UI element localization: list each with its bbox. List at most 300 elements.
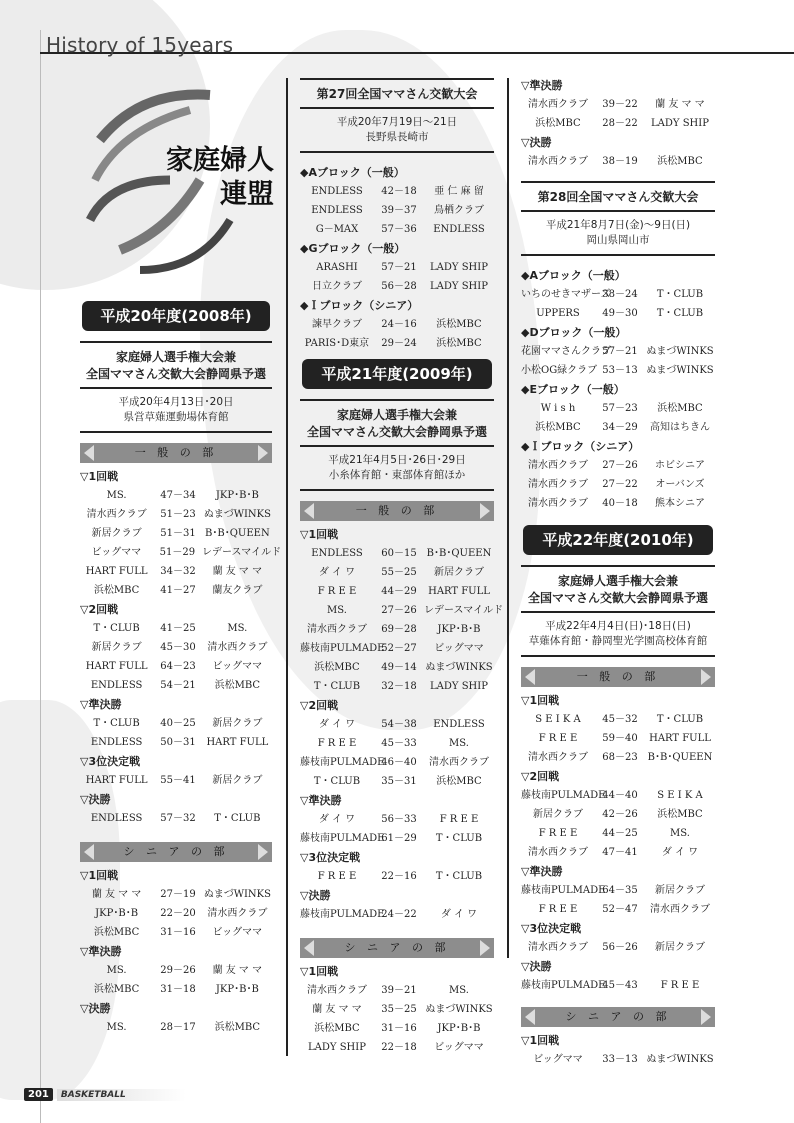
- match-score: 27－22: [602, 479, 638, 490]
- team-name: S E I K A: [657, 790, 703, 801]
- match-score: 59－40: [602, 733, 638, 744]
- team-name: 藤枝南PULMADE: [300, 643, 385, 654]
- team-name: ダ イ ワ: [661, 847, 699, 858]
- match-score: 39－22: [602, 99, 638, 110]
- team-name: 浜松MBC: [93, 984, 140, 995]
- column-divider-right: [507, 78, 509, 958]
- team-name: 蘭友クラブ: [212, 585, 263, 596]
- team-name: F R E E: [538, 904, 578, 915]
- federation-title-line2: 連盟: [220, 179, 274, 210]
- match-score: 42－26: [602, 809, 638, 820]
- match-score: 38－24: [602, 289, 638, 300]
- match-score: 61－29: [381, 833, 417, 844]
- round-heading: ▽準決勝: [80, 698, 122, 711]
- team-name: レデースマイルド: [202, 547, 282, 558]
- national-tournament-venue: 岡山県岡山市: [586, 234, 650, 246]
- match-score: 47－34: [160, 490, 196, 501]
- team-name: T・CLUB: [435, 833, 483, 844]
- division-bar: 一 般 の 部: [80, 443, 272, 463]
- match-score: 69－28: [381, 624, 417, 635]
- page-title: History of 15years: [46, 33, 234, 57]
- team-name: ENDLESS: [90, 737, 143, 748]
- column-divider-left: [286, 78, 288, 1056]
- block-heading: ◆Aブロック（一般）: [521, 269, 626, 282]
- team-name: 藤枝南PULMADE: [521, 980, 606, 991]
- round-heading: ▽決勝: [80, 793, 111, 806]
- team-name: T・CLUB: [656, 289, 704, 300]
- match-score: 27－26: [602, 460, 638, 471]
- column-2008: [80, 295, 282, 1037]
- team-name: 新居クラブ: [533, 809, 583, 820]
- tournament-date: 平成21年4月5日･26日･29日: [328, 454, 466, 466]
- tournament-title: [521, 565, 715, 613]
- match-score: 45－43: [602, 980, 638, 991]
- team-name: 日立クラブ: [312, 281, 362, 292]
- team-name: 浜松MBC: [657, 156, 703, 167]
- match-score: 44－25: [602, 828, 638, 839]
- match-row: [300, 753, 494, 772]
- team-name: T・CLUB: [313, 681, 361, 692]
- match-row: [300, 981, 494, 1000]
- match-row: [80, 505, 272, 524]
- national-tournament-date: 平成20年7月19日〜21日: [336, 116, 458, 128]
- team-name: ぬまづWINKS: [425, 662, 493, 673]
- team-name: オーバンズ: [655, 479, 705, 490]
- team-name: LADY SHIP: [430, 281, 488, 292]
- team-name: T・CLUB: [313, 776, 361, 787]
- team-name: ビッグママ: [212, 661, 263, 672]
- team-name: ダ イ ワ: [318, 814, 356, 825]
- match-row: [80, 619, 272, 638]
- team-name: ビッグママ: [533, 1054, 583, 1065]
- match-row: [521, 938, 715, 957]
- match-score: 40－18: [602, 498, 638, 509]
- match-row: [521, 475, 715, 494]
- round-heading: ▽決勝: [521, 136, 552, 149]
- team-name: 藤枝南PULMADE: [300, 757, 385, 768]
- round-heading: ▽決勝: [521, 960, 552, 973]
- match-score: 45－33: [381, 738, 417, 749]
- team-name: ENDLESS: [90, 680, 143, 691]
- team-name: 諫早クラブ: [312, 319, 362, 330]
- match-row: [521, 152, 715, 171]
- match-score: 68－23: [602, 752, 638, 763]
- team-name: いちのせきマザーズ: [521, 289, 611, 300]
- team-name: 新居クラブ: [212, 718, 263, 729]
- team-name: F R E E: [660, 980, 700, 991]
- team-name: G－MAX: [315, 224, 359, 235]
- match-score: 29－26: [160, 965, 196, 976]
- match-score: 39－37: [381, 205, 417, 216]
- match-row: [521, 900, 715, 919]
- round-heading: ▽準決勝: [80, 945, 122, 958]
- block-heading: ◆Ｉブロック（シニア）: [521, 440, 640, 453]
- team-name: HART FULL: [649, 733, 711, 744]
- team-name: ビッグママ: [91, 547, 142, 558]
- match-row: [300, 810, 494, 829]
- team-name: JKP･B･B: [215, 490, 259, 501]
- tournament-title: [300, 399, 494, 447]
- match-row: [521, 494, 715, 513]
- team-name: MS.: [670, 828, 690, 839]
- match-score: 28－17: [160, 1022, 196, 1033]
- tournament-info: [80, 389, 272, 433]
- match-score: 56－33: [381, 814, 417, 825]
- match-row: [80, 980, 272, 999]
- match-score: 57－32: [160, 813, 196, 824]
- match-row: [300, 734, 494, 753]
- match-row: [300, 1038, 494, 1057]
- match-row: [521, 805, 715, 824]
- match-row: [521, 976, 715, 995]
- team-name: ダ イ ワ: [318, 719, 356, 730]
- match-row: [521, 843, 715, 862]
- left-margin-line: [40, 30, 41, 1123]
- team-name: 清水西クラブ: [207, 642, 268, 653]
- match-row: [521, 710, 715, 729]
- division-bar: 一 般 の 部: [521, 667, 715, 687]
- match-row: [80, 486, 272, 505]
- team-name: F R E E: [317, 738, 357, 749]
- team-name: MS.: [327, 605, 347, 616]
- round-heading: ▽3位決定戦: [80, 755, 141, 768]
- match-score: 53－13: [602, 365, 638, 376]
- team-name: ENDLESS: [311, 186, 363, 197]
- match-score: 64－23: [160, 661, 196, 672]
- team-name: 清水西クラブ: [528, 752, 588, 763]
- team-name: 清水西クラブ: [307, 985, 367, 996]
- match-row: [300, 182, 494, 201]
- team-name: 小松OG緑クラブ: [521, 365, 598, 376]
- match-score: 49－30: [602, 308, 638, 319]
- team-name: MS.: [106, 965, 127, 976]
- match-row: [80, 581, 272, 600]
- team-name: ホビシニア: [655, 460, 705, 471]
- team-name: 蘭 友 マ マ: [212, 965, 263, 976]
- match-score: 31－16: [160, 927, 196, 938]
- tournament-title-line1: 家庭婦人選手権大会兼: [557, 574, 678, 588]
- team-name: ぬまづWINKS: [203, 509, 272, 520]
- match-row: [521, 304, 715, 323]
- team-name: 新居クラブ: [434, 567, 484, 578]
- match-score: 44－40: [602, 790, 638, 801]
- match-score: 64－35: [602, 885, 638, 896]
- block-heading: ◆Gブロック（一般）: [300, 242, 406, 255]
- match-score: 35－31: [381, 776, 417, 787]
- match-score: 52－47: [602, 904, 638, 915]
- team-name: 浜松MBC: [93, 585, 140, 596]
- team-name: JKP･B･B: [95, 908, 139, 919]
- match-score: 50－31: [160, 737, 196, 748]
- team-name: F R E E: [439, 814, 479, 825]
- match-row: [80, 961, 272, 980]
- national-tournament-title: 第27回全国ママさん交歓大会: [300, 78, 494, 109]
- team-name: ENDLESS: [311, 205, 363, 216]
- match-row: [300, 715, 494, 734]
- match-score: 41－25: [160, 623, 196, 634]
- division-bar: シ ニ ア の 部: [80, 842, 272, 862]
- match-row: [521, 881, 715, 900]
- match-score: 33－13: [602, 1054, 638, 1065]
- match-score: 22－20: [160, 908, 196, 919]
- match-score: 49－14: [381, 662, 417, 673]
- match-row: [521, 114, 715, 133]
- team-name: 蘭 友 マ マ: [91, 889, 142, 900]
- team-name: F R E E: [317, 586, 357, 597]
- team-name: T・CLUB: [435, 871, 483, 882]
- match-row: [300, 867, 494, 886]
- team-name: 清水西クラブ: [528, 156, 588, 167]
- match-score: 34－32: [160, 566, 196, 577]
- team-name: HART FULL: [85, 661, 148, 672]
- team-name: 浜松MBC: [657, 403, 703, 414]
- tournament-title-line2: 全国ママさん交歓大会静岡県予選: [85, 367, 266, 381]
- round-heading: ▽2回戦: [80, 603, 119, 616]
- match-row: [521, 786, 715, 805]
- team-name: 新居クラブ: [655, 942, 705, 953]
- tournament-venue: 草薙体育館・静岡聖光学園高校体育館: [528, 635, 708, 647]
- round-heading: ▽2回戦: [300, 699, 339, 712]
- team-name: JKP･B･B: [437, 1023, 481, 1034]
- division-bar: 一 般 の 部: [300, 501, 494, 521]
- match-row: [521, 1050, 715, 1069]
- team-name: レデースマイルド: [424, 605, 504, 616]
- match-row: [300, 905, 494, 924]
- team-name: 清水西クラブ: [429, 757, 489, 768]
- match-score: 27－19: [160, 889, 196, 900]
- team-name: 新居クラブ: [655, 885, 705, 896]
- round-heading: ▽3位決定戦: [300, 851, 361, 864]
- team-name: 清水西クラブ: [528, 498, 588, 509]
- match-row: [80, 885, 272, 904]
- team-name: 浜松MBC: [657, 809, 703, 820]
- team-name: 新居クラブ: [91, 642, 142, 653]
- tournament-info: [521, 613, 715, 657]
- tournament-venue: 県営草薙運動場体育館: [123, 411, 229, 423]
- round-heading: ▽1回戦: [80, 869, 119, 882]
- team-name: 熊本シニア: [655, 498, 705, 509]
- tournament-date: 平成20年4月13日･20日: [118, 396, 234, 408]
- team-name: 鳥栖クラブ: [434, 205, 484, 216]
- team-name: T・CLUB: [214, 813, 261, 824]
- team-name: 新居クラブ: [212, 775, 263, 786]
- match-score: 32－18: [381, 681, 417, 692]
- match-row: [300, 1019, 494, 1038]
- team-name: ダ イ ワ: [318, 567, 356, 578]
- match-row: [300, 277, 494, 296]
- national-tournament-date: 平成21年8月7日(金)〜9日(日): [545, 219, 691, 231]
- match-score: 29－24: [381, 338, 417, 349]
- match-row: [521, 95, 715, 114]
- team-name: 浜松MBC: [436, 338, 482, 349]
- national-tournament-info: [521, 212, 715, 256]
- match-score: 28－22: [602, 118, 638, 129]
- team-name: LADY SHIP: [430, 681, 488, 692]
- team-name: ENDLESS: [311, 548, 363, 559]
- team-name: HART FULL: [85, 566, 148, 577]
- match-row: [300, 563, 494, 582]
- match-row: [80, 714, 272, 733]
- match-score: 47－41: [602, 847, 638, 858]
- match-row: [80, 1018, 272, 1037]
- team-name: 清水西クラブ: [86, 509, 147, 520]
- team-name: 浜松MBC: [93, 927, 140, 938]
- match-row: [300, 658, 494, 677]
- match-score: 41－27: [160, 585, 196, 596]
- team-name: PARIS･D東京: [304, 338, 370, 349]
- team-name: ビッグママ: [434, 643, 484, 654]
- round-heading: ▽2回戦: [521, 770, 560, 783]
- tournament-title-line2: 全国ママさん交歓大会静岡県予選: [527, 591, 708, 605]
- match-row: [300, 220, 494, 239]
- match-score: 35－25: [381, 1004, 417, 1015]
- team-name: ダ イ ワ: [440, 909, 478, 920]
- team-name: MS.: [106, 1022, 127, 1033]
- match-row: [80, 809, 272, 828]
- round-heading: ▽1回戦: [300, 528, 339, 541]
- match-score: 34－29: [602, 422, 638, 433]
- team-name: 亜 仁 麻 留: [434, 186, 484, 197]
- team-name: ぬまづWINKS: [646, 365, 714, 376]
- match-score: 44－29: [381, 586, 417, 597]
- team-name: 清水西クラブ: [528, 460, 588, 471]
- match-row: [80, 733, 272, 752]
- team-name: 浜松MBC: [214, 1022, 261, 1033]
- team-name: 清水西クラブ: [528, 99, 588, 110]
- match-row: [521, 418, 715, 437]
- match-score: 57－36: [381, 224, 417, 235]
- federation-title-line1: 家庭婦人: [166, 145, 274, 176]
- team-name: B･B･QUEEN: [205, 528, 270, 539]
- team-name: T・CLUB: [93, 718, 140, 729]
- column-2010: [521, 76, 715, 1069]
- round-heading: ▽決勝: [300, 889, 331, 902]
- team-name: ENDLESS: [90, 813, 143, 824]
- match-score: 27－26: [381, 605, 417, 616]
- round-heading: ▽1回戦: [521, 1034, 560, 1047]
- match-row: [521, 729, 715, 748]
- team-name: F R E E: [538, 828, 578, 839]
- match-row: [300, 772, 494, 791]
- team-name: 清水西クラブ: [650, 904, 710, 915]
- round-heading: ▽準決勝: [300, 794, 342, 807]
- tournament-title-line1: 家庭婦人選手権大会兼: [115, 350, 236, 364]
- team-name: MS.: [449, 738, 469, 749]
- match-row: [80, 657, 272, 676]
- national-tournament-venue: 長野県長崎市: [365, 131, 429, 143]
- team-name: UPPERS: [536, 308, 580, 319]
- match-score: 56－28: [381, 281, 417, 292]
- tournament-venue: 小糸体育館・東部体育館ほか: [328, 469, 466, 481]
- match-row: [521, 456, 715, 475]
- team-name: ぬまづWINKS: [646, 346, 714, 357]
- round-heading: ▽準決勝: [521, 79, 563, 92]
- team-name: F R E E: [538, 733, 578, 744]
- team-name: 蘭 友 マ マ: [655, 99, 705, 110]
- national-tournament-title: 第28回全国ママさん交歓大会: [521, 181, 715, 212]
- team-name: 藤枝南PULMADE: [300, 909, 385, 920]
- team-name: 花園ママさんクラブ: [521, 346, 611, 357]
- match-score: 57－23: [602, 403, 638, 414]
- match-score: 51－29: [159, 547, 196, 558]
- match-row: [521, 399, 715, 418]
- match-row: [80, 524, 272, 543]
- match-row: [521, 748, 715, 767]
- team-name: 藤枝南PULMADE: [521, 790, 606, 801]
- year-banner: 平成22年度(2010年): [523, 525, 713, 555]
- team-name: HART FULL: [206, 737, 269, 748]
- match-score: 56－26: [602, 942, 638, 953]
- match-score: 40－25: [160, 718, 196, 729]
- team-name: ビッグママ: [212, 927, 263, 938]
- team-name: JKP･B･B: [437, 624, 481, 635]
- federation-title: [140, 144, 274, 212]
- tournament-title-line1: 家庭婦人選手権大会兼: [336, 408, 457, 422]
- match-row: [300, 620, 494, 639]
- team-name: 浜松MBC: [436, 776, 482, 787]
- match-score: 22－16: [381, 871, 417, 882]
- match-score: 51－31: [160, 528, 196, 539]
- match-row: [80, 543, 282, 562]
- match-row: [300, 334, 494, 353]
- block-heading: ◆Dブロック（一般）: [521, 326, 627, 339]
- team-name: 清水西クラブ: [528, 847, 588, 858]
- team-name: 高知はちきん: [650, 422, 710, 433]
- team-name: 蘭 友 マ マ: [212, 566, 263, 577]
- match-score: 24－16: [381, 319, 417, 330]
- team-name: 浜松MBC: [314, 1023, 360, 1034]
- round-heading: ▽1回戦: [521, 694, 560, 707]
- page-number: 201: [24, 1088, 53, 1101]
- team-name: HART FULL: [428, 586, 490, 597]
- tournament-title: [80, 341, 272, 389]
- match-score: 31－18: [160, 984, 196, 995]
- team-name: 清水西クラブ: [307, 624, 367, 635]
- team-name: ぬまづWINKS: [646, 1054, 714, 1065]
- match-row: [300, 677, 494, 696]
- division-bar: シ ニ ア の 部: [521, 1007, 715, 1027]
- team-name: W i s h: [540, 403, 576, 414]
- match-score: 60－15: [381, 548, 417, 559]
- match-row: [300, 315, 494, 334]
- team-name: S E I K A: [535, 714, 581, 725]
- year-banner: 平成21年度(2009年): [302, 359, 492, 389]
- team-name: 新居クラブ: [91, 528, 142, 539]
- team-name: 藤枝南PULMADE: [300, 833, 385, 844]
- match-row: [300, 601, 504, 620]
- page-footer: [24, 1088, 186, 1101]
- team-name: 浜松MBC: [436, 319, 482, 330]
- year-banner: 平成20年度(2008年): [82, 301, 270, 331]
- block-heading: ◆Ｉブロック（シニア）: [300, 299, 419, 312]
- magazine-name: BASKETBALL: [57, 1089, 186, 1101]
- match-row: [300, 544, 494, 563]
- match-score: 22－18: [381, 1042, 417, 1053]
- block-heading: ◆Aブロック（一般）: [300, 166, 405, 179]
- round-heading: ▽1回戦: [300, 965, 339, 978]
- match-row: [80, 771, 272, 790]
- division-bar: シ ニ ア の 部: [300, 938, 494, 958]
- round-heading: ▽3位決定戦: [521, 922, 582, 935]
- team-name: 蘭 友 マ マ: [312, 1004, 362, 1015]
- team-name: T・CLUB: [656, 714, 704, 725]
- team-name: LADY SHIP: [651, 118, 709, 129]
- team-name: MS.: [227, 623, 248, 634]
- match-score: 55－41: [160, 775, 196, 786]
- column-2009: [300, 78, 504, 1057]
- team-name: ARASHI: [316, 262, 358, 273]
- team-name: 浜松MBC: [214, 680, 261, 691]
